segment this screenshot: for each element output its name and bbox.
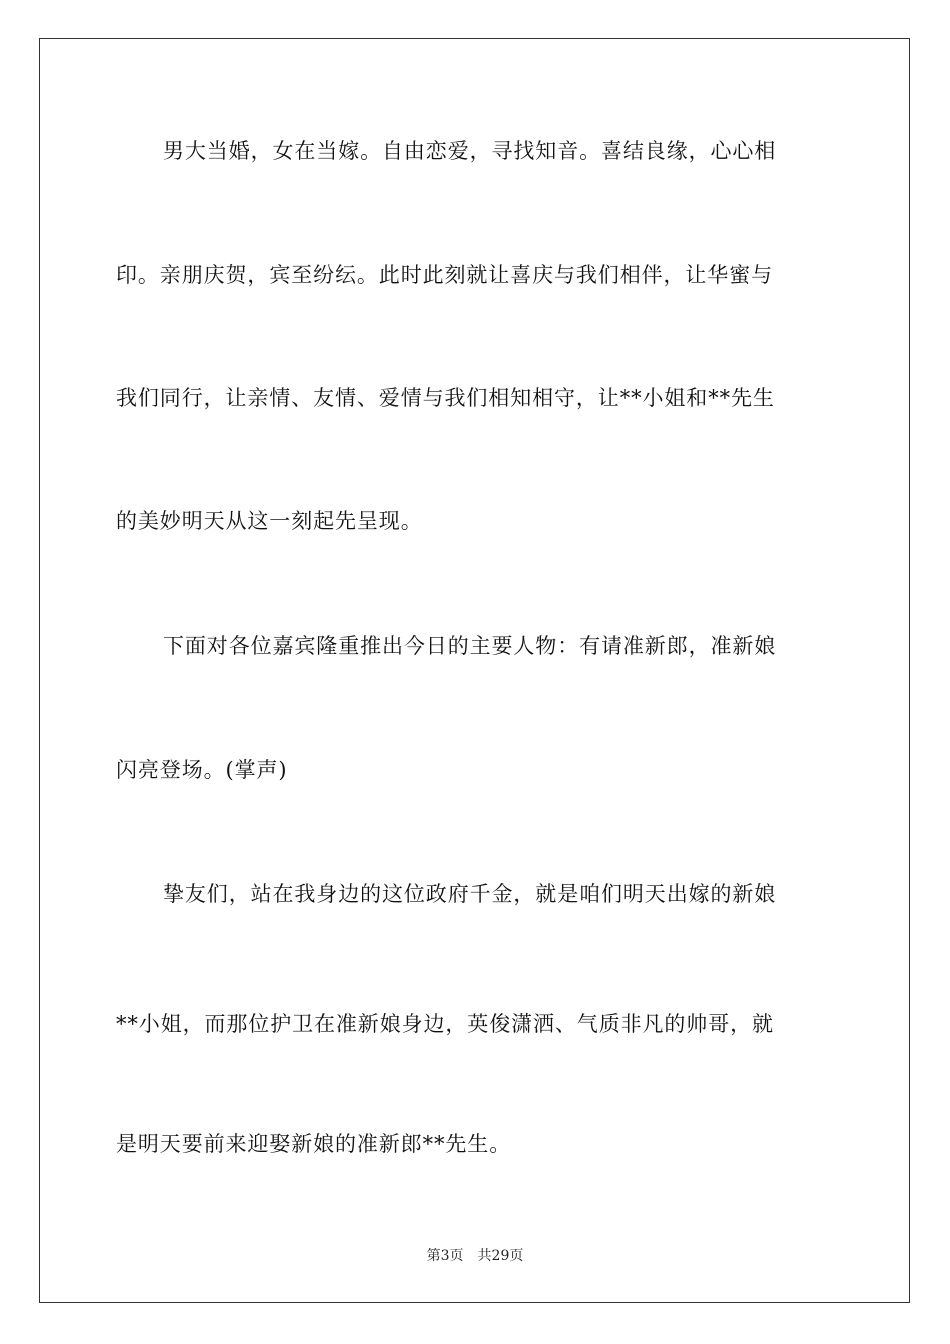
paragraph-line: 下面对各位嘉宾隆重推出今日的主要人物：有请准新郎，准新娘	[163, 634, 777, 658]
paragraph-line: 男大当婚，女在当嫁。自由恋爱，寻找知音。喜结良缘，心心相	[163, 139, 777, 163]
page-frame	[39, 38, 910, 1303]
paragraph-line: 我们同行，让亲情、友情、爱情与我们相知相守，让**小姐和**先生	[116, 386, 775, 410]
total-pages: 共29页	[477, 1248, 524, 1264]
paragraph-line: 的美妙明天从这一刻起先呈现。	[116, 509, 423, 533]
paragraph-line: 印。亲朋庆贺，宾至纷纭。此时此刻就让喜庆与我们相伴，让华蜜与	[116, 263, 773, 287]
paragraph-line: 闪亮登场。(掌声)	[116, 758, 288, 782]
paragraph-line: **小姐，而那位护卫在准新娘身边，英俊潇洒、气质非凡的帅哥，就	[116, 1012, 774, 1036]
paragraph-line: 是明天要前来迎娶新娘的准新郎**先生。	[116, 1132, 512, 1156]
page-number: 第3页	[426, 1248, 464, 1264]
paragraph-line: 挚友们，站在我身边的这位政府千金，就是咱们明天出嫁的新娘	[163, 882, 777, 906]
page-footer	[0, 1246, 950, 1266]
